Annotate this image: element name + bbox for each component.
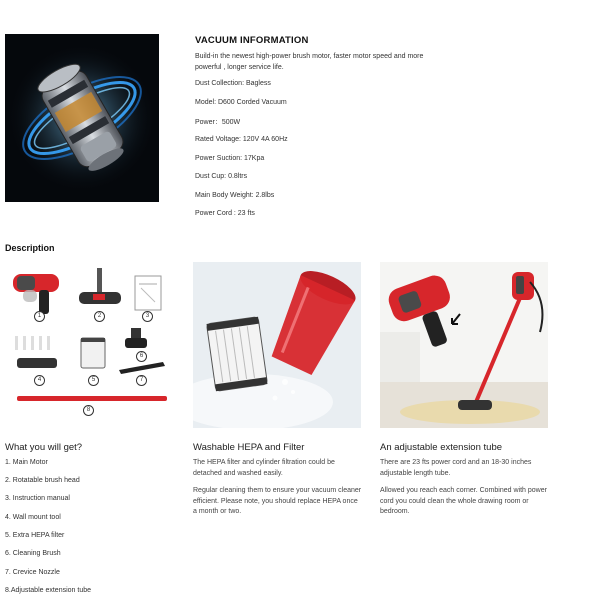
filter-image — [193, 262, 361, 428]
hepa-filter-part — [81, 338, 105, 368]
part-number-2: 2 — [94, 311, 105, 322]
motor-image — [5, 34, 159, 202]
extension-tube-text-2: Allowed you reach each corner. Combined with power cord you could clean the whole drawing room or bedroom. — [380, 487, 547, 515]
part-number-5: 5 — [88, 375, 99, 386]
parts-image — [5, 262, 175, 422]
cleaning-brush-part — [125, 328, 147, 348]
list-item: 7. Crevice Nozzle — [5, 569, 60, 576]
list-item: 6. Cleaning Brush — [5, 550, 61, 557]
parts-illustration — [5, 262, 175, 422]
spec-dust-collection: Dust Collection: Bagless — [195, 80, 271, 87]
part-number-7: 7 — [136, 375, 147, 386]
info-intro: Build-in the newest high-power brush motor, faster motor speed and more powerful , longer service life. — [195, 53, 424, 71]
wall-mount-part — [15, 336, 57, 368]
list-item: 5. Extra HEPA filter — [5, 532, 65, 539]
info-title: VACUUM INFORMATION — [195, 35, 309, 46]
part-number-4: 4 — [34, 375, 45, 386]
filter-illustration — [193, 262, 361, 428]
down-arrow-icon — [448, 312, 464, 328]
part-number-3: 3 — [142, 311, 153, 322]
what-you-get-title: What you will get? — [5, 442, 83, 453]
spec-power: Power：500W — [195, 119, 241, 126]
list-item: 4. Wall mount tool — [5, 514, 61, 521]
brush-head-part — [79, 268, 121, 304]
motor-illustration — [5, 34, 159, 202]
list-item: 3. Instruction manual — [5, 495, 70, 502]
part-number-1: 1 — [34, 311, 45, 322]
manual-part — [135, 276, 161, 310]
spec-body-weight: Main Body Weight: 2.8lbs — [195, 192, 275, 199]
vacuum-room-image — [380, 262, 548, 428]
spec-power-suction: Power Suction: 17Kpa — [195, 155, 265, 162]
description-title: Description — [5, 243, 55, 253]
extension-tube-part — [17, 396, 167, 401]
spec-power-cord: Power Cord : 23 fts — [195, 210, 255, 217]
spec-rated-voltage: Rated Voltage: 120V 4A 60Hz — [195, 136, 288, 143]
washable-hepa-text-1: The HEPA filter and cylinder filtration could be detached and washed easily. — [193, 459, 335, 477]
washable-hepa-text-2: Regular cleaning them to ensure your vacuum cleaner efficient. Please note, you should replace HEPA once a month or two. — [193, 487, 362, 515]
list-item: 2. Rotatable brush head — [5, 477, 80, 484]
extension-tube-title: An adjustable extension tube — [380, 442, 503, 453]
spec-dust-cup: Dust Cup: 0.8ltrs — [195, 173, 248, 180]
washable-hepa-title: Washable HEPA and Filter — [193, 442, 305, 453]
extension-tube-text-1: There are 23 fts power cord and an 18-30 inches adjustable length tube. — [380, 459, 532, 477]
list-item: 8.Adjustable extension tube — [5, 587, 92, 594]
crevice-nozzle-part — [119, 362, 165, 374]
main-motor-part — [13, 274, 59, 314]
part-number-6: 6 — [136, 351, 147, 362]
spec-model: Model: D600 Corded Vacuum — [195, 99, 287, 106]
list-item: 1. Main Motor — [5, 459, 48, 466]
part-number-8: 8 — [83, 405, 94, 416]
vacuum-room-illustration — [380, 262, 548, 428]
